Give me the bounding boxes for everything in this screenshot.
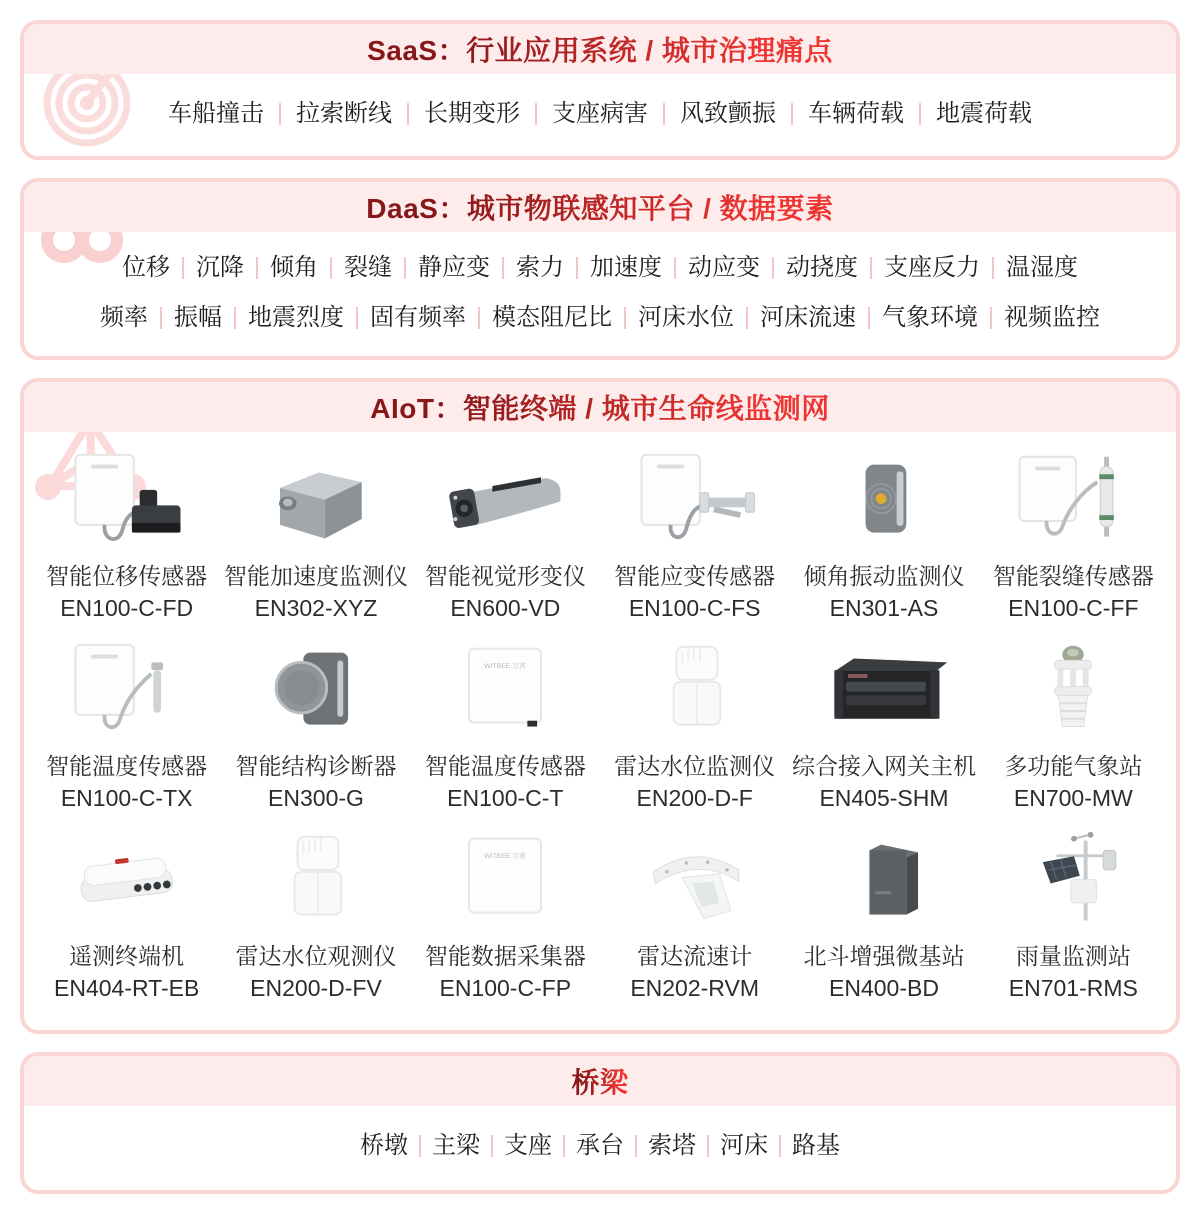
bridge-title: 桥梁: [571, 1061, 628, 1101]
saas-body: [24, 74, 1176, 156]
product-image-en400-bd: [811, 828, 957, 936]
product-model: EN100-C-FF: [1008, 595, 1139, 621]
product-model: EN404-RT-EB: [54, 975, 200, 1001]
product-name: 智能加速度监测仪: [223, 563, 408, 589]
product-name: 智能视觉形变仪: [424, 563, 586, 589]
product-card: [789, 448, 978, 624]
saas-header-band: [24, 24, 1176, 74]
daas-item: 支座反力: [884, 254, 980, 281]
brand-label: WITBEE 万宾: [484, 663, 527, 671]
product-card: [221, 448, 410, 624]
daas-item: 动应变: [688, 254, 760, 281]
bridge-item: 河床: [720, 1132, 768, 1159]
product-model: EN405-SHM: [819, 785, 949, 811]
daas-item: 河床水位: [638, 304, 734, 331]
product-model: EN301-AS: [829, 595, 939, 621]
daas-item: 位移: [122, 254, 170, 281]
saas-item: 车船撞击: [168, 100, 264, 127]
aiot-header-band: [24, 382, 1176, 432]
product-card: [600, 638, 789, 814]
product-model: EN100-C-FP: [439, 975, 572, 1001]
product-name: 智能位移传感器: [46, 563, 208, 589]
daas-item: 地震烈度: [248, 304, 344, 331]
product-model: EN202-RVM: [630, 975, 759, 1001]
product-name: 遥测终端机: [69, 943, 185, 969]
product-image-en100-c-fp: [432, 828, 578, 936]
product-name: 多功能气象站: [1004, 753, 1143, 779]
daas-item: 裂缝: [344, 254, 392, 281]
product-name: 智能应变传感器: [614, 563, 776, 589]
product-card: [221, 638, 410, 814]
daas-section: [20, 178, 1180, 360]
daas-item: 静应变: [418, 254, 490, 281]
product-image-en700-mw: [1000, 638, 1146, 746]
daas-item: 河床流速: [760, 304, 856, 331]
product-model: EN100-C-FD: [60, 595, 194, 621]
product-image-en301-as: [811, 448, 957, 556]
saas-item: 车辆荷载: [808, 100, 904, 127]
product-name: 雷达流速计: [637, 943, 753, 969]
daas-item: 视频监控: [1004, 304, 1100, 331]
product-name: 北斗增强微基站: [803, 943, 965, 969]
saas-item: 长期变形: [424, 100, 520, 127]
saas-item: 风致颤振: [680, 100, 776, 127]
product-name: 智能结构诊断器: [235, 753, 397, 779]
product-model: EN100-C-T: [447, 785, 564, 811]
product-name: 雨量监测站: [1015, 943, 1131, 969]
product-card: [979, 448, 1168, 624]
daas-item: 频率: [100, 304, 148, 331]
bridge-item: 路基: [792, 1132, 840, 1159]
brand-label: WITBEE 万宾: [484, 853, 527, 861]
product-model: EN200-D-F: [636, 785, 753, 811]
product-model: EN200-D-FV: [250, 975, 382, 1001]
product-image-en300-g: [243, 638, 389, 746]
product-image-en100-c-fs: [622, 448, 768, 556]
saas-item-row: [24, 102, 1176, 126]
saas-title: SaaS：行业应用系统 / 城市治理痛点: [367, 29, 833, 69]
product-model: EN700-MW: [1013, 785, 1133, 811]
product-name: 倾角振动监测仪: [803, 563, 965, 589]
bridge-item: 承台: [576, 1132, 624, 1159]
bridge-section: [20, 1052, 1180, 1194]
product-card: [32, 448, 221, 624]
product-image-en100-c-fd: [54, 448, 200, 556]
daas-item: 索力: [516, 254, 564, 281]
daas-item: 动挠度: [786, 254, 858, 281]
product-card: [411, 448, 600, 624]
product-image-en100-c-ff: [1000, 448, 1146, 556]
daas-item: 固有频率: [370, 304, 466, 331]
product-name: 智能温度传感器: [46, 753, 208, 779]
daas-item: 倾角: [270, 254, 318, 281]
daas-item-row-2: [24, 306, 1176, 330]
saas-item: 地震荷载: [936, 100, 1032, 127]
product-card: [221, 828, 410, 1004]
product-name: 智能裂缝传感器: [992, 563, 1154, 589]
product-model: EN300-G: [268, 785, 364, 811]
bridge-header-band: [24, 1056, 1176, 1106]
product-model: EN100-C-TX: [60, 785, 193, 811]
product-image-en200-d-f: [622, 638, 768, 746]
product-card: [411, 828, 600, 1004]
product-image-en200-d-fv: [243, 828, 389, 936]
daas-item: 振幅: [174, 304, 222, 331]
product-model: EN302-XYZ: [254, 595, 378, 621]
daas-header-band: [24, 182, 1176, 232]
product-name: 智能数据采集器: [424, 943, 586, 969]
product-image-en600-vd: [432, 448, 578, 556]
product-image-en100-c-t: [432, 638, 578, 746]
product-image-en701-rms: [1000, 828, 1146, 936]
product-name: 雷达水位观测仪: [235, 943, 397, 969]
bridge-item-row: [24, 1134, 1176, 1158]
daas-item-row-1: [24, 256, 1176, 280]
product-name: 雷达水位监测仪: [614, 753, 776, 779]
aiot-title: AIoT：智能终端 / 城市生命线监测网: [370, 387, 830, 427]
product-model: EN100-C-FS: [628, 595, 761, 621]
product-card: [32, 828, 221, 1004]
bridge-item: 桥墩: [360, 1132, 408, 1159]
product-model: EN600-VD: [450, 595, 561, 621]
product-model: EN701-RMS: [1008, 975, 1138, 1001]
saas-section: [20, 20, 1180, 160]
product-card: [789, 638, 978, 814]
product-card: [789, 828, 978, 1004]
product-image-en100-c-tx: [54, 638, 200, 746]
daas-item: 温湿度: [1006, 254, 1078, 281]
bridge-item: 支座: [504, 1132, 552, 1159]
bridge-item: 主梁: [432, 1132, 480, 1159]
daas-item: 模态阻尼比: [492, 304, 612, 331]
daas-item: 气象环境: [882, 304, 978, 331]
product-card: [979, 828, 1168, 1004]
bridge-item: 索塔: [648, 1132, 696, 1159]
product-image-en404-rt-eb: [54, 828, 200, 936]
product-image-en405-shm: [811, 638, 957, 746]
product-card: [600, 828, 789, 1004]
product-card: [32, 638, 221, 814]
product-name: 综合接入网关主机: [791, 753, 976, 779]
daas-title: DaaS：城市物联感知平台 / 数据要素: [366, 187, 833, 227]
aiot-product-grid: [24, 432, 1176, 1030]
saas-item: 支座病害: [552, 100, 648, 127]
product-image-en202-rvm: [622, 828, 768, 936]
product-card: [979, 638, 1168, 814]
daas-body: [24, 232, 1176, 356]
saas-item: 拉索断线: [296, 100, 392, 127]
aiot-section: [20, 378, 1180, 1034]
product-model: EN400-BD: [829, 975, 939, 1001]
product-card: [600, 448, 789, 624]
daas-item: 沉降: [196, 254, 244, 281]
product-name: 智能温度传感器: [424, 753, 586, 779]
product-card: [411, 638, 600, 814]
product-image-en302-xyz: [243, 448, 389, 556]
bridge-body: [24, 1106, 1176, 1190]
daas-item: 加速度: [590, 254, 662, 281]
